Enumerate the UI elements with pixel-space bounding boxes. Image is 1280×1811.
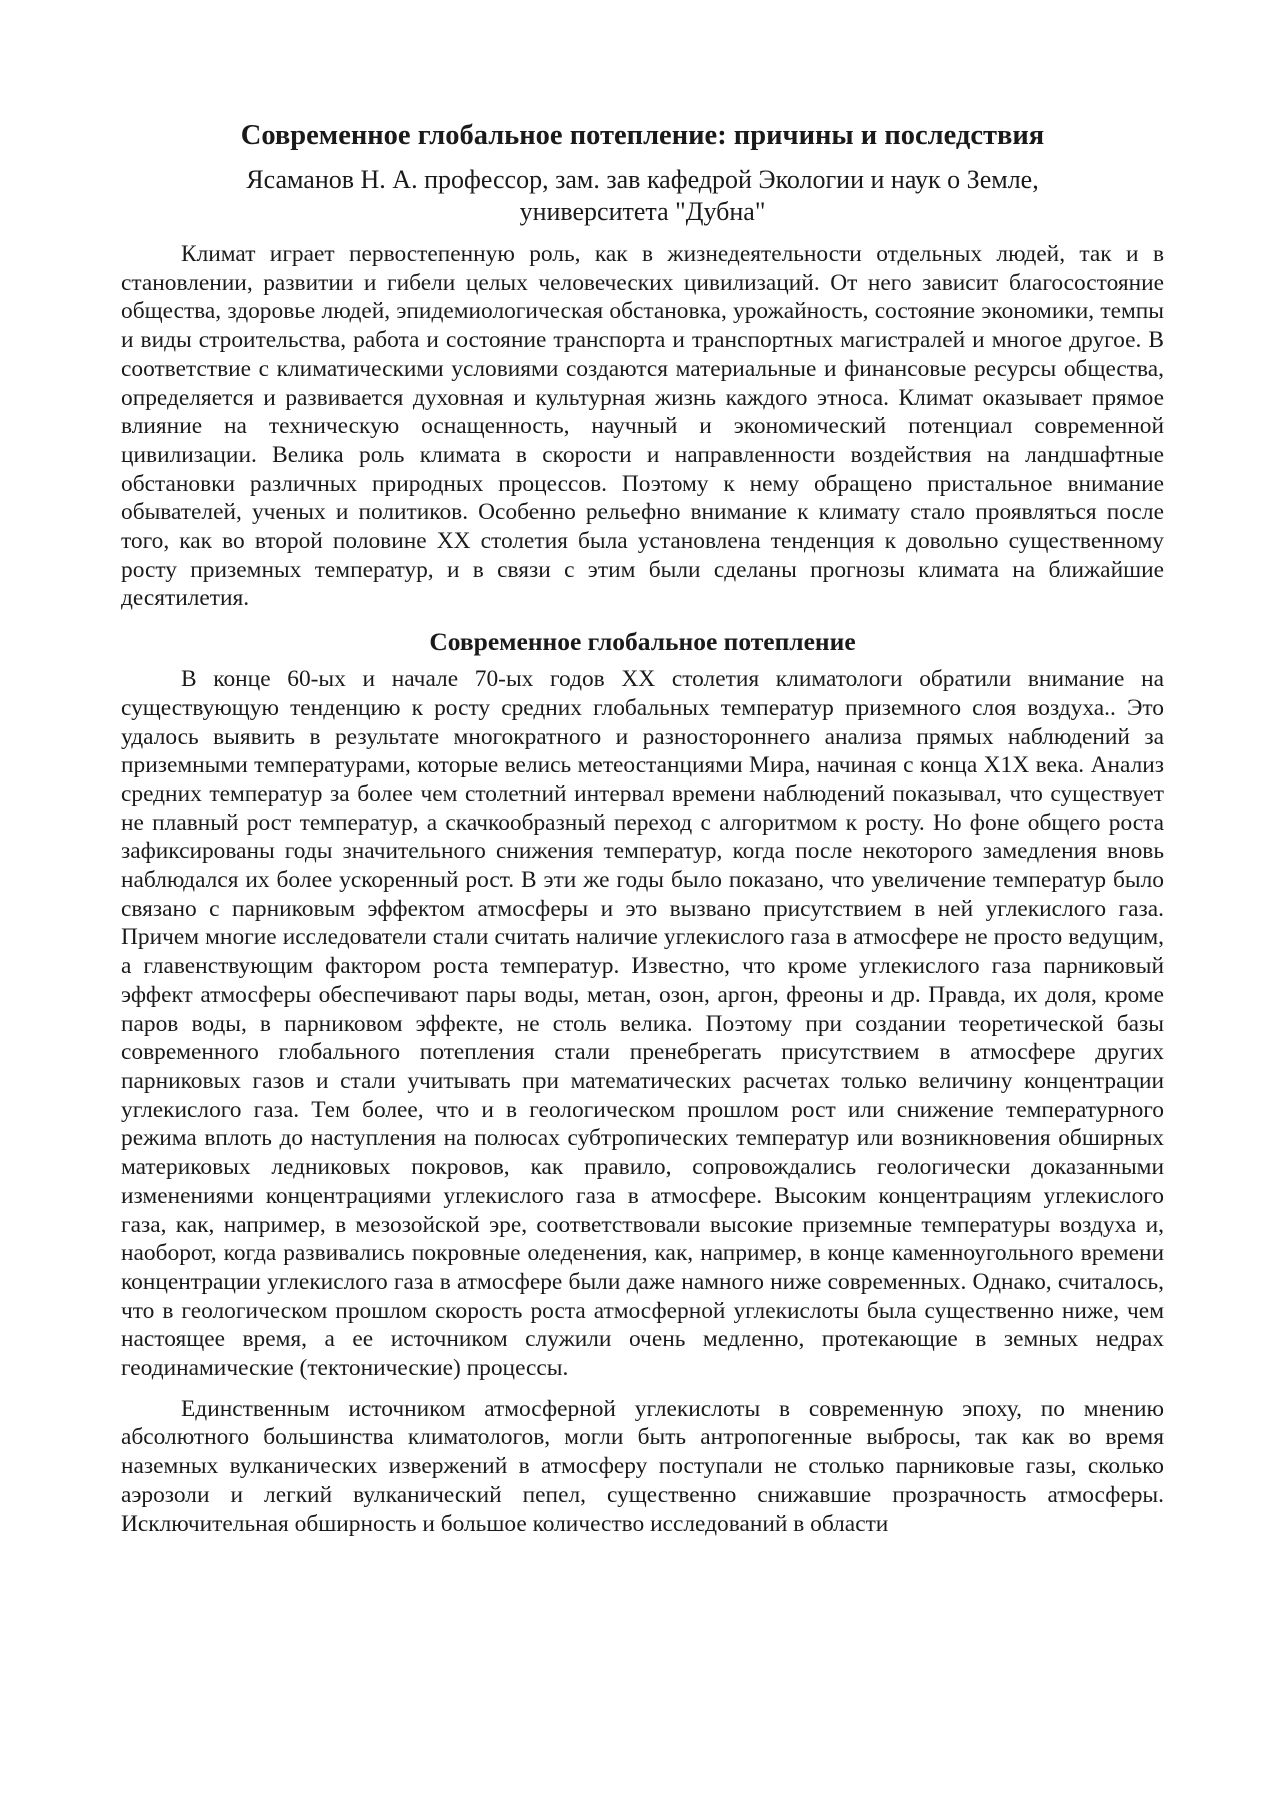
author-line: Ясаманов Н. А. профессор, зам. зав кафедрой Экологии и наук о Земле, bbox=[246, 165, 1039, 194]
section-paragraph: В конце 60-ых и начале 70-ых годов XX столетия климатологи обратили внимание на существующую тенденцию к росту средних глобальных температур приземного слоя воздуха.. Это удалось выявить в результате многократного и разностороннего анализа прямых наблюдений за приземными температурами, которые велись метеостанциями Мира, начиная с конца X1X века. Анализ средних температур за более чем столетний интервал времени наблюдений показывал, что существует не плавный рост температур, а скачкообразный переход с алгоритмом к росту. Но фоне общего роста зафиксированы годы значительного снижения температур, когда после некоторого замедления вновь наблюдался их более ускоренный рост. В эти же годы было показано, что увеличение температур было связано с парниковым эффектом атмосферы и это вызвано присутствием в ней углекислого газа. Причем многие исследователи стали считать наличие углекислого газа в атмосфере не просто ведущим, а главенствующим фактором роста температур. Известно, что кроме углекислого газа парниковый эффект атмосферы обеспечивают пары воды, метан, озон, аргон, фреоны и др. Правда, их доля, кроме паров воды, в парниковом эффекте, не столь велика. Поэтому при создании теоретической базы современного глобального потепления стали пренебрегать присутствием в атмосфере других парниковых газов и стали учитывать при математических расчетах только величину концентрации углекислого газа. Тем более, что и в геологическом прошлом рост или снижение температурного режима вплоть до наступления на полюсах субтропических температур или возникновения обширных материковых ледниковых покровов, как правило, сопровождались геологически доказанными изменениями концентрациями углекислого газа в атмосфере. Высоким концентрациям углекислого газа, как, например, в мезозойской эре, соответствовали высокие приземные температуры воздуха и, наоборот, когда развивались покровные оледенения, как, например, в конце каменноугольного времени концентрации углекислого газа в атмосфере были даже намного ниже современных. Однако, считалось, что в геологическом прошлом скорость роста атмосферной углекислоты была существенно ниже, чем настоящее время, а ее источником служили очень медленно, протекающие в земных недрах геодинамические (тектонические) процессы. bbox=[121, 666, 1164, 1382]
author-block bbox=[121, 164, 1164, 228]
intro-paragraph: Климат играет первостепенную роль, как в жизнедеятельности отдельных людей, так и в становлении, развитии и гибели целых человеческих цивилизаций. От него зависит благосостояние общества, здоровье людей, эпидемиологическая обстановка, урожайность, состояние экономики, темпы и виды строительства, работа и состояние транспорта и транспортных магистралей и многое другое. В соответствие с климатическими условиями создаются материальные и финансовые ресурсы общества, определяется и развивается духовная и культурная жизнь каждого этноса. Климат оказывает прямое влияние на техническую оснащенность, научный и экономический потенциал современной цивилизации. Велика роль климата в скорости и направленности воздействия на ландшафтные обстановки различных природных процессов. Поэтому к нему обращено пристальное внимание обывателей, ученых и политиков. Особенно рельефно внимание к климату стало проявляться после того, как во второй половине XX столетия была установлена тенденция к довольно существенному росту приземных температур, и в связи с этим были сделаны прогнозы климата на ближайшие десятилетия. bbox=[121, 241, 1164, 612]
document-title: Современное глобальное потепление: причины и последствия bbox=[240, 120, 1045, 151]
section-heading: Современное глобальное потепление bbox=[429, 627, 856, 657]
author-affiliation: университета "Дубна" bbox=[519, 197, 766, 226]
section-paragraph: Единственным источником атмосферной углекислоты в современную эпоху, по мнению абсолютного большинства климатологов, могли быть антропогенные выбросы, так как во время наземных вулканических извержений в атмосферу поступали не столько парниковые газы, сколько аэрозоли и легкий вулканический пепел, существенно снижавшие прозрачность атмосферы. Исключительная обширность и большое количество исследований в области bbox=[121, 1395, 1164, 1537]
document-page bbox=[121, 118, 1164, 1538]
paragraph-gap bbox=[121, 1383, 1164, 1395]
